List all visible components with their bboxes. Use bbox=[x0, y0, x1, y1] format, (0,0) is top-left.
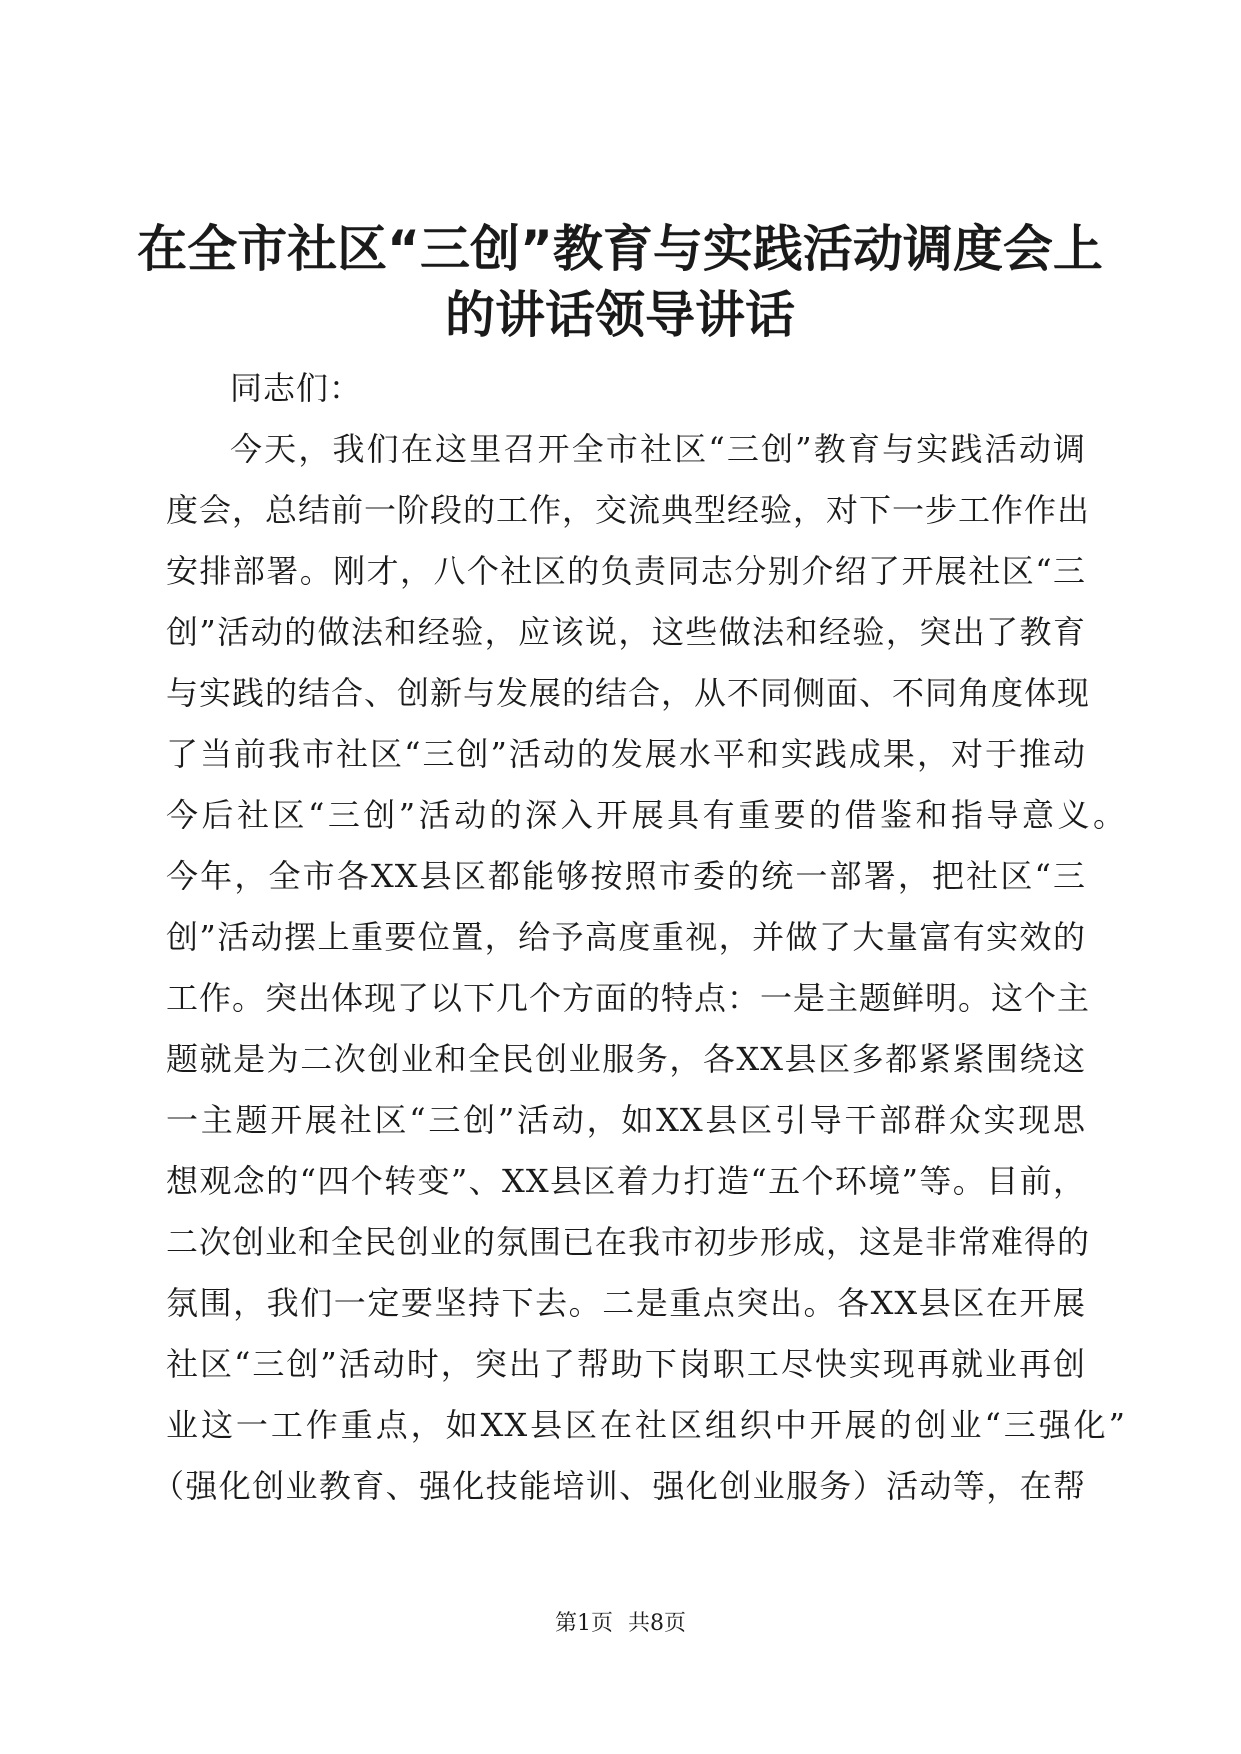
body-line: 业这一工作重点，如XX县区在社区组织中开展的创业“三强化” bbox=[166, 1406, 1126, 1444]
body-line: 安排部署。刚才，八个社区的负责同志分别介绍了开展社区“三 bbox=[166, 552, 1086, 590]
body-line: 了当前我市社区“三创”活动的发展水平和实践成果，对于推动 bbox=[166, 735, 1086, 773]
body-line: 创”活动摆上重要位置，给予高度重视，并做了大量富有实效的 bbox=[166, 918, 1086, 956]
page-total: 共8页 bbox=[628, 1611, 686, 1636]
body-line: 想观念的“四个转变”、XX县区着力打造“五个环境”等。目前， bbox=[166, 1162, 1086, 1200]
body-line: 创”活动的做法和经验，应该说，这些做法和经验，突出了教育 bbox=[166, 613, 1086, 651]
page-number: 第1页 bbox=[555, 1611, 613, 1636]
document-body bbox=[152, 358, 1126, 1517]
body-line: 氛围，我们一定要坚持下去。二是重点突出。各XX县区在开展 bbox=[166, 1284, 1086, 1322]
body-line: 题就是为二次创业和全民创业服务，各XX县区多都紧紧围绕这 bbox=[166, 1040, 1086, 1078]
body-line: 今年，全市各XX县区都能够按照市委的统一部署，把社区“三 bbox=[166, 857, 1086, 895]
body-line: 社区“三创”活动时，突出了帮助下岗职工尽快实现再就业再创 bbox=[166, 1345, 1086, 1383]
body-line: 一主题开展社区“三创”活动，如XX县区引导干部群众实现思 bbox=[166, 1101, 1086, 1139]
body-line: 今天，我们在这里召开全市社区“三创”教育与实践活动调 bbox=[230, 430, 1086, 468]
body-line: 工作。突出体现了以下几个方面的特点：一是主题鲜明。这个主 bbox=[166, 979, 1091, 1017]
body-line: 今后社区“三创”活动的深入开展具有重要的借鉴和指导意义。 bbox=[166, 796, 1126, 834]
page-footer bbox=[0, 1606, 1241, 1637]
document-title-line-1: 在全市社区“三创”教育与实践活动调度会上 bbox=[137, 220, 1103, 278]
body-line: 度会，总结前一阶段的工作，交流典型经验，对下一步工作作出 bbox=[166, 491, 1091, 529]
body-line: 二次创业和全民创业的氛围已在我市初步形成，这是非常难得的 bbox=[166, 1223, 1091, 1261]
salutation: 同志们： bbox=[230, 369, 363, 407]
document-title-line-2: 的讲话领导讲话 bbox=[445, 286, 795, 344]
body-line: 与实践的结合、创新与发展的结合，从不同侧面、不同角度体现 bbox=[166, 674, 1091, 712]
body-line: （强化创业教育、强化技能培训、强化创业服务）活动等，在帮 bbox=[152, 1467, 1086, 1505]
